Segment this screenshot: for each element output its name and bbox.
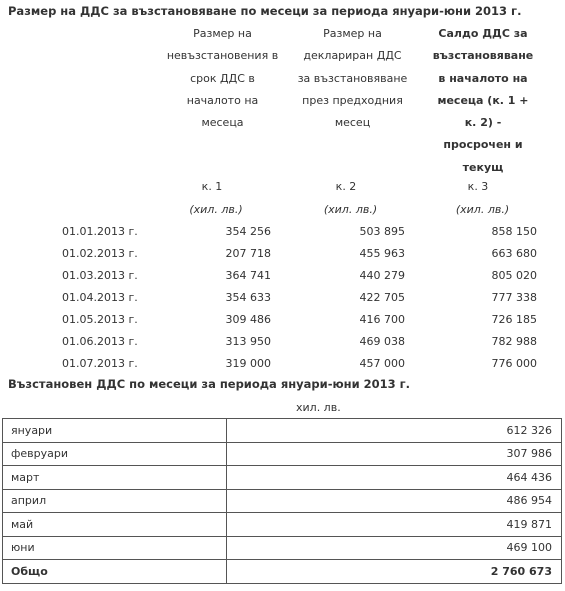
table-row	[0, 269, 565, 291]
total-value: 2 760 673	[227, 560, 562, 584]
table-row	[0, 225, 565, 247]
month-cell: януари	[3, 419, 227, 443]
row-date: 01.07.2013 г.	[62, 357, 138, 370]
row-value-col3: 777 338	[491, 291, 537, 304]
row-value-col3: 663 680	[491, 247, 537, 260]
table-row	[3, 489, 562, 513]
row-value-col2: 503 895	[359, 225, 405, 238]
row-value-col2: 422 705	[359, 291, 405, 304]
table-row	[3, 466, 562, 490]
row-value-col1: 354 256	[225, 225, 271, 238]
row-value-col3: 805 020	[491, 269, 537, 282]
row-date: 01.05.2013 г.	[62, 313, 138, 326]
row-value-col1: 319 000	[225, 357, 271, 370]
table-row	[3, 513, 562, 537]
table-row	[0, 291, 565, 313]
row-value-col3: 782 988	[491, 335, 537, 348]
col-code-2: к. 2	[335, 180, 357, 193]
refund-table	[2, 418, 562, 584]
section2-unit: хил. лв.	[296, 401, 341, 414]
value-cell: 419 871	[227, 513, 562, 537]
row-value-col1: 364 741	[225, 269, 271, 282]
value-cell: 469 100	[227, 536, 562, 560]
header-col2: Размер на деклариран ДДС за възстановяване през предходния месец	[297, 27, 408, 130]
month-cell: април	[3, 489, 227, 513]
table-row	[0, 313, 565, 335]
col-unit-3: (хил. лв.)	[455, 203, 510, 216]
row-value-col3: 776 000	[491, 357, 537, 370]
col-code-3: к. 3	[467, 180, 489, 193]
row-value-col2: 440 279	[359, 269, 405, 282]
row-value-col3: 726 185	[491, 313, 537, 326]
col-unit-1: (хил. лв.)	[189, 203, 243, 216]
row-value-col2: 416 700	[359, 313, 405, 326]
row-value-col2: 457 000	[359, 357, 405, 370]
month-cell: март	[3, 466, 227, 490]
row-value-col1: 354 633	[225, 291, 271, 304]
col-unit-2: (хил. лв.)	[323, 203, 378, 216]
row-value-col1: 313 950	[225, 335, 271, 348]
value-cell: 612 326	[227, 419, 562, 443]
table-row	[3, 536, 562, 560]
header-col3: Салдо ДДС за възстановяване в началото на месеца (к. 1 + к. 2) - просрочен и текущ	[432, 27, 534, 174]
row-date: 01.04.2013 г.	[62, 291, 138, 304]
total-row	[3, 560, 562, 584]
value-cell: 307 986	[227, 442, 562, 466]
section1-title: Размер на ДДС за възстановяване по месеци за периода януари-юни 2013 г.	[8, 4, 522, 18]
row-date: 01.03.2013 г.	[62, 269, 138, 282]
col-code-1: к. 1	[201, 180, 223, 193]
value-cell: 464 436	[227, 466, 562, 490]
table-row	[3, 442, 562, 466]
table-row	[3, 419, 562, 443]
month-cell: февруари	[3, 442, 227, 466]
header-col1: Размер на невъзстановения в срок ДДС в началото на месеца	[166, 27, 279, 130]
row-date: 01.06.2013 г.	[62, 335, 138, 348]
row-value-col1: 309 486	[225, 313, 271, 326]
row-value-col2: 455 963	[359, 247, 405, 260]
row-date: 01.01.2013 г.	[62, 225, 138, 238]
month-cell: юни	[3, 536, 227, 560]
table-row	[0, 335, 565, 357]
month-cell: май	[3, 513, 227, 537]
row-date: 01.02.2013 г.	[62, 247, 138, 260]
row-value-col1: 207 718	[225, 247, 271, 260]
table-row	[0, 247, 565, 269]
row-value-col2: 469 038	[359, 335, 405, 348]
table-row	[0, 357, 565, 379]
section2-title: Възстановен ДДС по месеци за периода януари-юни 2013 г.	[8, 377, 411, 391]
row-value-col3: 858 150	[491, 225, 537, 238]
total-label: Общо	[3, 560, 227, 584]
value-cell: 486 954	[227, 489, 562, 513]
